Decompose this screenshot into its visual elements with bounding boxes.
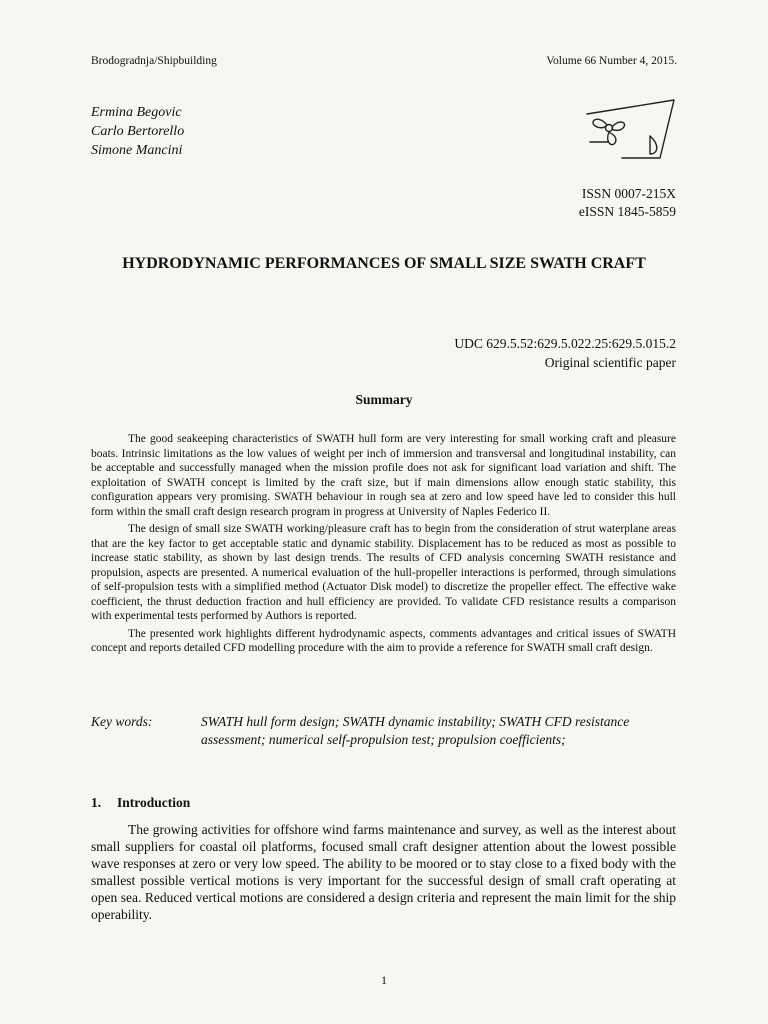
udc-code: UDC 629.5.52:629.5.022.25:629.5.015.2 [454, 336, 676, 351]
paper-title: HYDRODYNAMIC PERFORMANCES OF SMALL SIZE SWATH CRAFT [122, 255, 646, 272]
abstract [91, 432, 676, 659]
volume-info: Volume 66 Number 4, 2015. [546, 55, 677, 67]
issn-electronic: eISSN 1845-5859 [578, 204, 676, 219]
journal-name: Brodogradnja/Shipbuilding [91, 55, 217, 67]
issn-print: ISSN 0007-215X [581, 186, 676, 201]
page-number: 1 [381, 973, 387, 987]
issn-block [579, 185, 676, 221]
author-name: Simone Mancini [91, 143, 183, 158]
paper-type: Original scientific paper [544, 355, 676, 370]
introduction-paragraph: The growing activities for offshore wind farms maintenance and survey, as well as the interest about small suppliers for coastal oil platforms, focused small craft designer attention about the lowest possible wave responses at zero or very low speed. The ability to be moored or to stay close to a fixed body with the smallest possible vertical motions is very important for the successful design of small craft operating at open sea. Reduced vertical motions are considered a design criteria and represent the main limit for the ship operability. [91, 822, 676, 923]
running-header [91, 55, 677, 67]
author-list [91, 103, 184, 160]
keywords-block [91, 713, 676, 749]
abstract-paragraph: The design of small size SWATH working/pleasure craft has to begin from the consideration of strut waterplane areas that are the key factor to get acceptable static and dynamic stability. Displacement has to be reduced as most as possible to increase static stability, as shown by last design trends. The results of CFD analysis concerning SWATH resistance and propulsion, aspects are presented. A numerical evaluation of the hull-propeller interactions is performed, through simulations of self-propulsion tests with a simplified method (Actuator Disk model) to discretize the propeller effect. The effective wake coefficient, the thrust deduction fraction and hull efficiency are provided. To validate CFD resistance results a comparison with experimental tests performed by Authors is reported. [91, 523, 676, 622]
keywords-text: SWATH hull form design; SWATH dynamic instability; SWATH CFD resistance assessment; numerical self-propulsion test; propulsion coefficients; [201, 714, 630, 747]
author-name: Carlo Bertorello [91, 124, 185, 139]
section-title: Introduction [117, 795, 191, 810]
summary-heading: Summary [355, 392, 413, 407]
classification-block [454, 334, 676, 372]
keywords-label: Key words: [91, 714, 153, 729]
journal-logo-icon [584, 98, 676, 162]
section-heading [91, 795, 190, 811]
section-number: 1. [91, 795, 102, 810]
abstract-paragraph: The presented work highlights different hydrodynamic aspects, comments advantages and critical issues of SWATH concept and reports detailed CFD modelling procedure with the aim to provide a reference for SWATH small craft design. [91, 627, 676, 654]
abstract-paragraph: The good seakeeping characteristics of SWATH hull form are very interesting for small working craft and pleasure boats. Intrinsic limitations as the low values of weight per inch of immersion and transversal and longitudinal instability, can be acceptable and successfully managed when the mission profile does not ask for significant load variation and shift. The exploitation of SWATH concept is limited by the craft size, but if main dimensions allow enough static stability, this configuration appears very promising. SWATH behaviour in rough sea at zero and low speed have led to consider this hull form within the small craft design research program in progress at University of Naples Federico II. [91, 433, 676, 518]
author-name: Ermina Begovic [91, 105, 182, 120]
